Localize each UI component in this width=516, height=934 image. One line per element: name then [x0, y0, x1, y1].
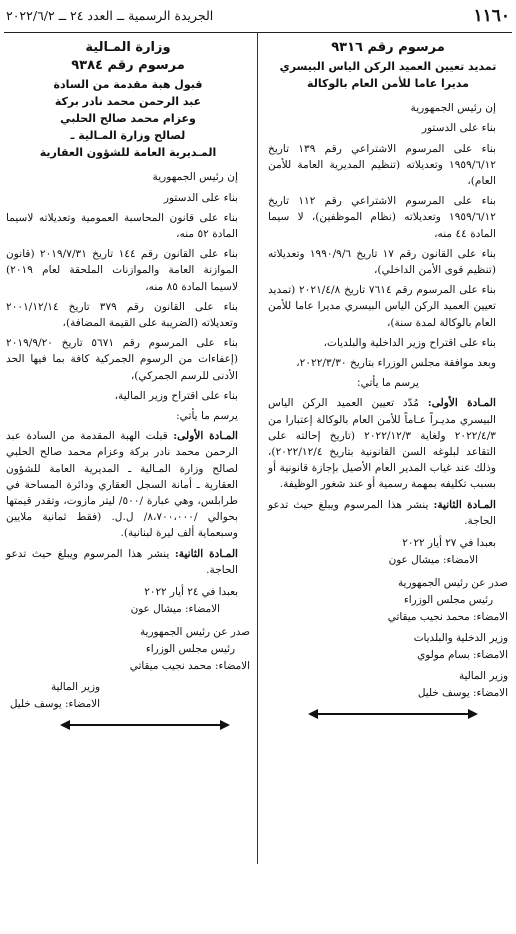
- decree-title: مرسوم رقم ٩٣١٦: [331, 40, 445, 55]
- issued-by: صدر عن رئيس الجمهورية: [139, 626, 250, 639]
- header-rule: [4, 32, 512, 33]
- end-ornament: [268, 708, 508, 722]
- article-1-text: قبلت الهبة المقدمة من السادة عبد الرحمن محمد نادر بركة وعزام محمد صالح الحلبي لصالح وزارة المـالية ـ المديرية العامة للشؤون العقارية ـ أمانة السجل العقاري ودائرة المساحة في طرابلس، وهي عبارة /٥٠٠/ ليتر مازوت، وتقدر قيمتها بحوالي /٨،٧٠٠،٠٠٠/ ل.ل. (فقط ثمانية ملايين وسبعماية ألف ليرة لبنانية).: [6, 430, 238, 540]
- president-signature: الامضاء: ميشال عون: [388, 554, 478, 567]
- ministry-heading: وزارة المـالية: [85, 40, 171, 55]
- decrees-heading: يرسم ما يأتي:: [357, 377, 419, 390]
- pm-title: رئيس مجلس الوزراء: [403, 594, 493, 607]
- minister-interior-title: وزير الدخلية والبلديات: [413, 632, 508, 645]
- date-line: بعبدا في ٢٧ أيار ٢٠٢٢: [402, 537, 496, 550]
- preamble-clause: بناء على اقتراح وزير المالية،: [114, 389, 238, 402]
- preamble-clause: بناء على المرسوم الاشتراعي رقم ١٣٩ تاريخ ١٩٥٩/٦/١٢ وتعديلاته (تنظيم المديرية العامة للأمن العام)،: [268, 142, 496, 188]
- end-ornament: [6, 719, 250, 733]
- preamble-president: إن رئيس الجمهورية: [152, 171, 238, 184]
- decree-subject-line-1: قبول هبة مقدمة من السادة: [53, 78, 203, 92]
- decree-9316-column: [268, 40, 508, 722]
- article-1-text: مُدّد تعيين العميد الركن الياس البيسري مديـراً عـاماً للأمن العام بالوكالة إعتبارا من ٢٠٢٢/٤/٣ ولغاية ٢٠٢٢/١٢/٣ (تاريخ إحالته على التقاعد لبلوغه السن القانونية بتاريخ ٢٠٢٢/١٢/٤)، وذلك عند غياب المدير العام الأصيل بإجازة قانونية أو بسبب تكليفه بمهمة رسمية أو عند شغور الوظيفة.: [268, 397, 496, 491]
- decrees-heading: يرسم ما يأتي:: [176, 410, 238, 423]
- article-2-label: المـادة الثانية:: [433, 498, 496, 511]
- article-1: [6, 428, 250, 541]
- decree-9384-column: [6, 40, 250, 733]
- decree-subject-line-1: تمديد تعيين العميد الركن الياس البيسري: [279, 60, 497, 74]
- signature-block: [6, 584, 250, 713]
- article-2: [268, 497, 508, 529]
- minister-finance-signature: الامضاء: يوسف خليل: [9, 698, 100, 711]
- article-2-text: ينشر هذا المرسوم ويبلغ حيث تدعو الحاجة.: [6, 547, 238, 576]
- page-number: ١١٦٠: [473, 6, 510, 26]
- preamble-clause: بناء على القانون رقم ٣٧٩ تاريخ ٢٠٠١/١٢/١٤ وتعديلاته (الضريبة على القيمة المضافة)،: [6, 300, 238, 330]
- date-line: بعبدا في ٢٤ أيار ٢٠٢٢: [144, 586, 238, 599]
- page-header: [6, 6, 510, 28]
- article-1: [268, 395, 508, 492]
- preamble-clause: بناء على القانون رقم ١٧ تاريخ ١٩٩٠/٩/٦ وتعديلاته (تنظيم قوى الأمن الداخلي)،: [268, 247, 496, 277]
- decree-subject-line-5: المـديرية العامة للشؤون العقارية: [39, 146, 217, 160]
- preamble-president: إن رئيس الجمهورية: [410, 102, 496, 115]
- gazette-info: الجريدة الرسمية ــ العدد ٢٤ ــ ٢٠٢٢/٦/٢: [6, 8, 214, 23]
- decree-subject-line-4: لصالح وزارة المـالية ـ: [70, 129, 186, 143]
- president-signature: الامضاء: ميشال عون: [130, 603, 220, 616]
- pm-signature: الامضاء: محمد نجيب ميقاتي: [129, 660, 250, 673]
- preamble-clause: بناء على اقتراح وزير الداخلية والبلديات،: [323, 336, 496, 349]
- minister-interior-signature: الامضاء: بسام مولوي: [417, 649, 508, 662]
- preamble-constitution: بناء على الدستور: [421, 122, 496, 135]
- preamble-clause: بناء على المرسوم رقم ٥٦٧١ تاريخ ٢٠١٩/٩/٢٠ (إعفاءات من الرسوم الجمركية كافة بما فيها الحد الأدنى للرسم الجمركي)،: [6, 337, 238, 382]
- preamble-clause: بناء على المرسوم رقم ٧٦١٤ تاريخ ٢٠٢١/٤/٨ (تمديد تعيين العميد الركن الياس البيسري مديرا عاما للأمن العام بالوكالة لمدة سنة)،: [268, 284, 496, 329]
- decree-title: مرسوم رقم ٩٣٨٤: [71, 58, 185, 74]
- minister-finance-signature: الامضاء: يوسف خليل: [417, 687, 508, 700]
- article-2-text: ينشر هذا المرسوم ويبلغ حيث تدعو الحاجة.: [268, 498, 496, 527]
- column-divider: [257, 32, 258, 864]
- article-2-label: المـادة الثانية:: [174, 547, 238, 560]
- pm-signature: الامضاء: محمد نجيب ميقاتي: [387, 611, 508, 624]
- article-1-label: المـادة الأولى:: [427, 397, 496, 410]
- preamble-constitution: بناء على الدستور: [163, 191, 238, 204]
- issued-by: صدر عن رئيس الجمهورية: [397, 577, 508, 590]
- minister-finance-title: وزير المالية: [50, 681, 100, 694]
- preamble-clause: وبعد موافقة مجلس الوزراء بتاريخ ٢٠٢٢/٣/٣٠،: [296, 357, 496, 370]
- preamble-clause: بناء على قانون المحاسبة العمومية وتعديلاته لاسيما المادة ٥٢ منه،: [6, 211, 238, 241]
- decree-subject-line-2: مديرا عاما للأمن العام بالوكالة: [307, 77, 469, 91]
- decree-subject-line-3: وعزام محمد صالح الحلبي: [60, 112, 196, 126]
- minister-finance-title: وزير المالية: [458, 670, 508, 683]
- decree-subject-line-2: عبد الرحمن محمد نادر بركة: [54, 95, 202, 109]
- pm-title: رئيس مجلس الوزراء: [145, 643, 235, 656]
- preamble-clause: بناء على القانون رقم ١٤٤ تاريخ ٢٠١٩/٧/٣١ (قانون الموازنة العامة والموازنات الملحقة لعام ٢٠١٩) لاسيما المادة ٨٥ منه،: [6, 248, 238, 293]
- signature-block: [268, 535, 508, 702]
- article-1-label: المـادة الأولى:: [173, 430, 238, 443]
- preamble-clause: بناء على المرسوم الاشتراعي رقم ١١٢ تاريخ ١٩٥٩/٦/١٢ وتعديلاته (نظام الموظفين)، لا سيما المادة ٤٤ منه،: [268, 195, 496, 240]
- article-2: [6, 546, 250, 578]
